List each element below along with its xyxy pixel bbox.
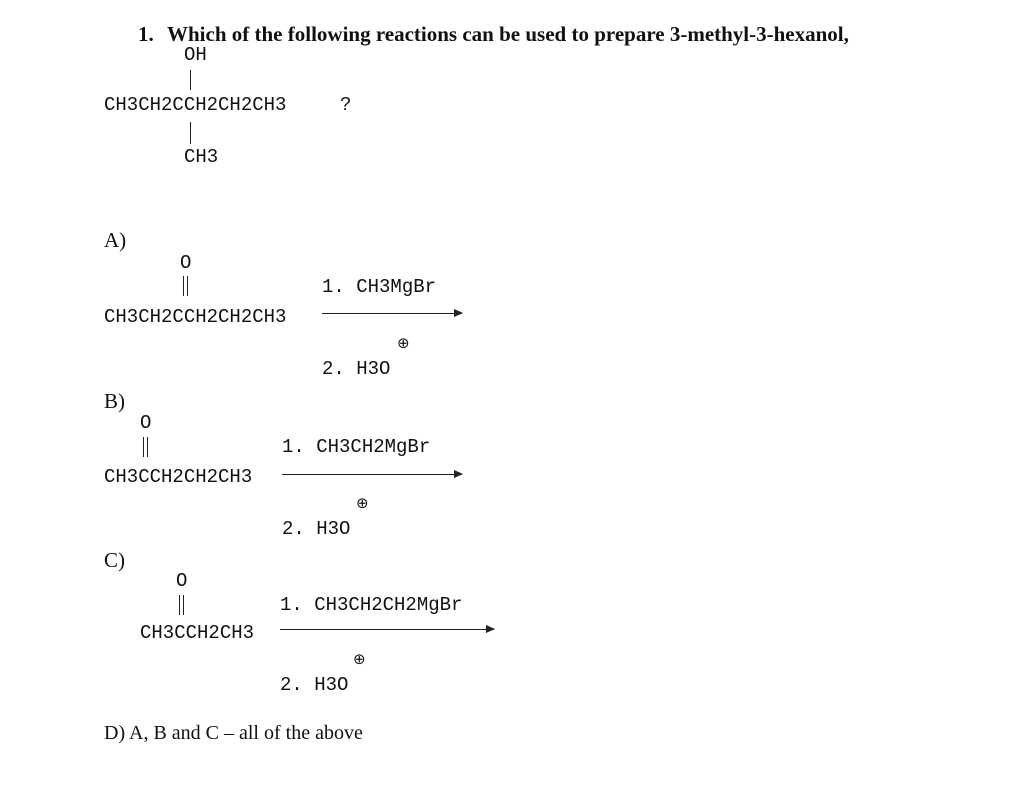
option-a-arrow: [322, 313, 462, 314]
option-a-label: A): [104, 228, 127, 252]
option-c-step2: 2. H3O: [280, 674, 349, 696]
option-b-step2: 2. H3O: [282, 518, 351, 540]
option-a-reactant: CH3CH2CCH2CH2CH3: [104, 306, 287, 328]
target-main-chain: CH3CH2CCH2CH2CH3: [104, 94, 287, 116]
option-b-double-bond: [143, 437, 148, 457]
option-b-reactant: CH3CCH2CH2CH3: [104, 466, 253, 488]
option-a-plus: ⊕: [397, 334, 410, 352]
target-top-bond: [190, 70, 191, 90]
question-number: 1.: [138, 22, 154, 46]
option-a-step2: 2. H3O: [322, 358, 391, 380]
option-c-step1: 1. CH3CH2CH2MgBr: [280, 594, 463, 616]
option-b-plus: ⊕: [356, 494, 369, 512]
option-c-double-bond: [179, 595, 184, 615]
option-c-label: C): [104, 548, 125, 572]
option-a-oxygen: O: [180, 252, 192, 274]
question-heading: [138, 22, 849, 47]
option-a-step1: 1. CH3MgBr: [322, 276, 437, 298]
target-ch3-group: CH3: [184, 146, 219, 168]
option-c-oxygen: O: [176, 570, 188, 592]
target-question-mark: ?: [340, 94, 352, 116]
option-c-reactant: CH3CCH2CH3: [140, 622, 255, 644]
option-b-oxygen: O: [140, 412, 152, 434]
option-b-step1: 1. CH3CH2MgBr: [282, 436, 431, 458]
target-bottom-bond: [190, 122, 191, 144]
question-text: Which of the following reactions can be used to prepare 3-methyl-3-hexanol,: [167, 22, 849, 46]
target-oh-group: OH: [184, 44, 207, 66]
option-b-arrow: [282, 474, 462, 475]
option-b-label: B): [104, 389, 125, 413]
option-d: D) A, B and C – all of the above: [104, 722, 363, 744]
option-a-double-bond: [183, 276, 188, 296]
option-c-arrow: [280, 629, 494, 630]
option-c-plus: ⊕: [353, 650, 366, 668]
